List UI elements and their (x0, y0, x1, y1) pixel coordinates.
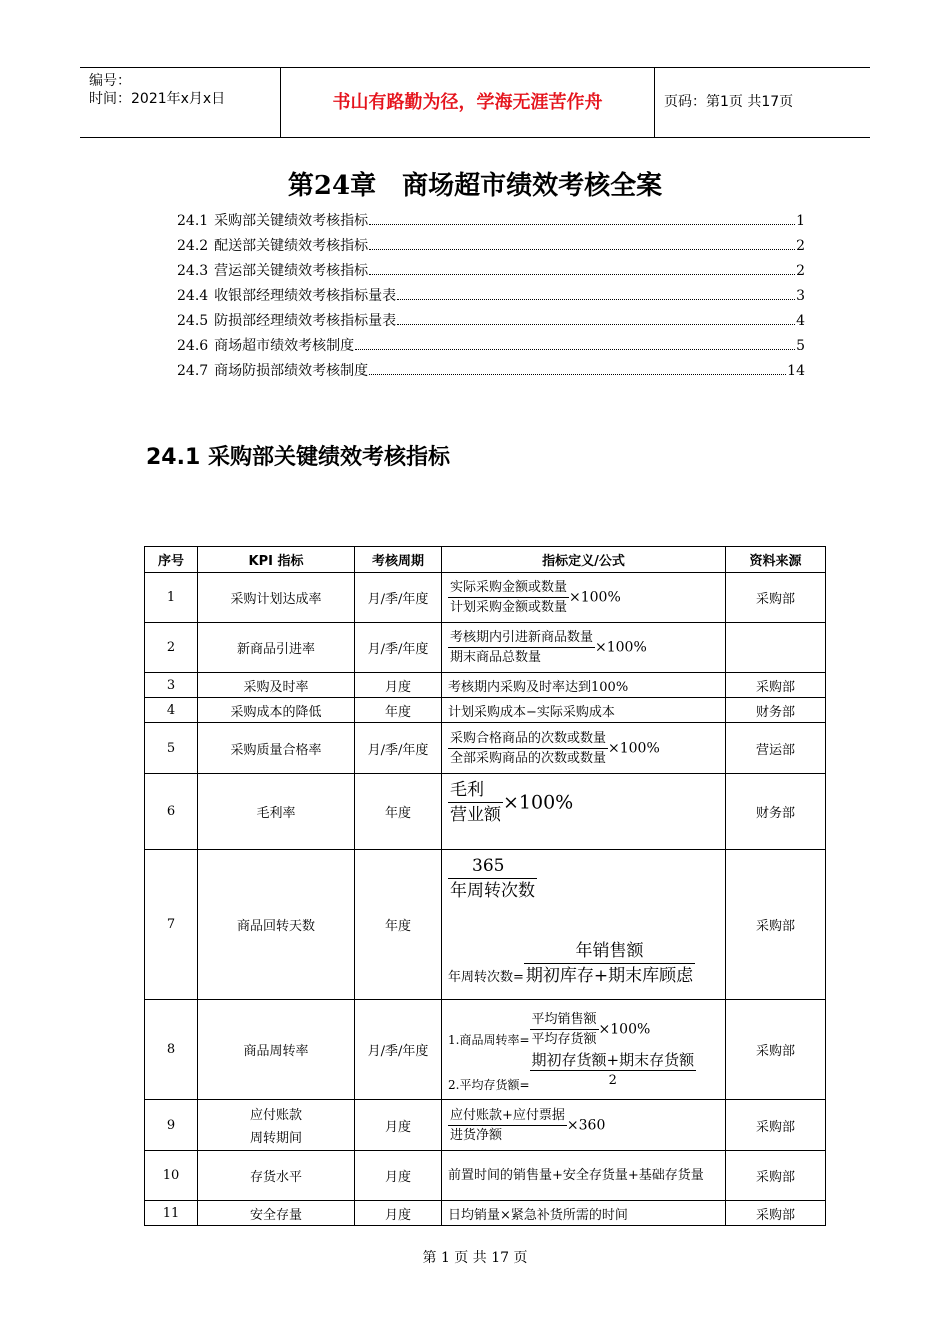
table-row (145, 573, 826, 623)
toc-leader (397, 299, 795, 300)
toc-item[interactable] (177, 260, 805, 285)
cell-formula (442, 623, 726, 673)
cell-source: 采购部 (726, 850, 826, 1000)
cell-kpi: 采购计划达成率 (198, 573, 355, 623)
toc-page: 2 (796, 238, 805, 254)
cell-cycle: 月/季/年度 (355, 723, 442, 774)
toc-item[interactable] (177, 235, 805, 260)
kpi-line: 周转期间 (249, 1131, 302, 1146)
toc-text: 收银部经理绩效考核指标量表 (214, 288, 397, 304)
table-header-row (145, 547, 826, 573)
toc-text: 采购部关键绩效考核指标 (214, 213, 369, 229)
denominator: 年周转次数 (450, 881, 535, 901)
formula-fraction (448, 854, 537, 903)
cell-cycle: 年度 (355, 850, 442, 1000)
cell-no: 7 (145, 850, 198, 1000)
cell-source: 财务部 (726, 698, 826, 723)
cell-source: 采购部 (726, 1000, 826, 1100)
table-row (145, 1151, 826, 1201)
cell-cycle: 月/季/年度 (355, 573, 442, 623)
table-of-contents (177, 210, 805, 385)
denominator: 进货净额 (450, 1127, 503, 1143)
header-meta (80, 68, 281, 137)
toc-number: 24.1 (177, 213, 209, 229)
cell-source: 采购部 (726, 1151, 826, 1201)
table-row (145, 1201, 826, 1226)
denominator: 2 (608, 1072, 617, 1088)
denominator: 期末商品总数量 (450, 650, 542, 665)
toc-leader (369, 274, 795, 275)
cell-no: 11 (145, 1201, 198, 1226)
formula-fraction (530, 1051, 697, 1090)
cell-kpi: 商品周转率 (198, 1000, 355, 1100)
toc-page: 5 (796, 338, 805, 354)
toc-page: 14 (787, 363, 805, 379)
header-motto: 书山有路勤为径，学海无涯苦作舟 (281, 68, 655, 137)
multiplier: ×100% (569, 589, 621, 606)
toc-leader (369, 224, 795, 225)
cell-formula (442, 1000, 726, 1100)
cell-cycle: 月度 (355, 673, 442, 698)
table-row (145, 673, 826, 698)
cell-definition: 考核期内采购及时率达到100% (442, 673, 726, 698)
numerator: 毛利 (448, 778, 503, 803)
table-row (145, 774, 826, 850)
formula-fraction (448, 578, 569, 617)
cell-kpi (198, 1100, 355, 1151)
cell-source: 采购部 (726, 673, 826, 698)
denominator: 营业额 (450, 805, 501, 825)
denominator: 期初库存+期末库顾虑 (525, 966, 694, 986)
formula-fraction (448, 1106, 567, 1145)
cell-formula (442, 774, 726, 850)
formula-fraction (524, 939, 695, 988)
formula-fraction (448, 628, 595, 667)
cell-cycle: 年度 (355, 698, 442, 723)
numerator: 期初存货额+期末存货额 (531, 1050, 695, 1069)
cell-cycle: 月度 (355, 1201, 442, 1226)
col-header: 序号 (145, 547, 198, 573)
table-row (145, 1100, 826, 1151)
cell-no: 2 (145, 623, 198, 673)
cell-no: 6 (145, 774, 198, 850)
toc-page: 4 (796, 313, 805, 329)
page-header (80, 67, 870, 138)
kpi-table (144, 546, 826, 1226)
numerator: 采购合格商品的次数或数量 (448, 729, 608, 749)
toc-number: 24.5 (177, 313, 209, 329)
numerator: 应付账款+应付票据 (448, 1106, 567, 1126)
cell-kpi: 采购成本的降低 (198, 698, 355, 723)
denominator: 平均存货额 (531, 1031, 597, 1047)
cell-source: 营运部 (726, 723, 826, 774)
numerator: 年销售额 (524, 939, 695, 964)
table-row (145, 850, 826, 1000)
formula-fraction (530, 1010, 599, 1049)
col-header: KPI 指标 (198, 547, 355, 573)
cell-no: 1 (145, 573, 198, 623)
toc-number: 24.6 (177, 338, 209, 354)
formula-fraction (448, 729, 608, 768)
cell-no: 5 (145, 723, 198, 774)
toc-leader (397, 324, 795, 325)
multiplier: ×100% (595, 639, 647, 656)
multiplier: ×100% (608, 740, 660, 756)
col-header: 考核周期 (355, 547, 442, 573)
denominator: 全部采购商品的次数或数量 (450, 750, 607, 766)
toc-item[interactable] (177, 335, 805, 360)
multiplier: ×100% (503, 791, 574, 814)
cell-cycle: 年度 (355, 774, 442, 850)
cell-formula (442, 723, 726, 774)
table-row (145, 1000, 826, 1100)
formula-fraction (448, 778, 503, 827)
chapter-title: 第24章 商场超市绩效考核全案 (287, 171, 663, 201)
toc-text: 配送部关键绩效考核指标 (214, 238, 369, 254)
toc-number: 24.7 (177, 363, 209, 379)
toc-text: 营运部关键绩效考核指标 (214, 263, 369, 279)
col-header: 指标定义/公式 (442, 547, 726, 573)
numerator: 365 (448, 854, 537, 879)
cell-kpi: 商品回转天数 (198, 850, 355, 1000)
cell-source: 财务部 (726, 774, 826, 850)
cell-definition: 计划采购成本−实际采购成本 (442, 698, 726, 723)
cell-definition: 前置时间的销售量+安全存货量+基础存货量 (442, 1151, 726, 1201)
multiplier: ×360 (566, 1117, 606, 1133)
cell-kpi: 毛利率 (198, 774, 355, 850)
toc-number: 24.4 (177, 288, 209, 304)
toc-item[interactable] (177, 310, 805, 335)
cell-cycle: 月度 (355, 1100, 442, 1151)
numerator: 考核期内引进新商品数量 (448, 628, 595, 648)
cell-formula (442, 573, 726, 623)
doc-time: 时间：2021年x月x日 (89, 91, 226, 107)
formula-prefix: 2.平均存货额= (448, 1077, 530, 1092)
toc-text: 商场防损部绩效考核制度 (214, 363, 369, 379)
toc-number: 24.3 (177, 263, 209, 279)
cell-cycle: 月/季/年度 (355, 623, 442, 673)
cell-source: 采购部 (726, 1100, 826, 1151)
multiplier: ×100% (598, 1021, 651, 1037)
toc-page: 3 (796, 288, 805, 304)
col-header: 资料来源 (726, 547, 826, 573)
formula-prefix: 年周转次数= (448, 970, 524, 985)
cell-source (726, 623, 826, 673)
cell-formula (442, 850, 726, 1000)
table-row (145, 623, 826, 673)
table-row (145, 698, 826, 723)
cell-kpi: 存货水平 (198, 1151, 355, 1201)
toc-number: 24.2 (177, 238, 209, 254)
toc-leader (369, 374, 786, 375)
cell-no: 9 (145, 1100, 198, 1151)
toc-item[interactable] (177, 360, 805, 385)
section-title: 24.1 采购部关键绩效考核指标 (146, 445, 450, 470)
formula-prefix: 1.商品周转率= (448, 1032, 530, 1047)
numerator: 平均销售额 (530, 1010, 599, 1030)
kpi-line: 应付账款 (249, 1108, 302, 1123)
cell-kpi: 采购及时率 (198, 673, 355, 698)
cell-source: 采购部 (726, 1201, 826, 1226)
cell-no: 3 (145, 673, 198, 698)
cell-no: 8 (145, 1000, 198, 1100)
toc-leader (369, 249, 795, 250)
cell-kpi: 安全存量 (198, 1201, 355, 1226)
toc-page: 1 (796, 213, 805, 229)
cell-definition: 日均销量×紧急补货所需的时间 (442, 1201, 726, 1226)
page-footer: 第 1 页 共 17 页 (422, 1250, 528, 1266)
cell-cycle: 月度 (355, 1151, 442, 1201)
cell-no: 4 (145, 698, 198, 723)
numerator: 实际采购金额或数量 (448, 578, 569, 598)
cell-cycle: 月/季/年度 (355, 1000, 442, 1100)
cell-kpi: 新商品引进率 (198, 623, 355, 673)
toc-item[interactable] (177, 285, 805, 310)
cell-kpi: 采购质量合格率 (198, 723, 355, 774)
header-page-info: 页码：第1页 共17页 (664, 94, 794, 110)
toc-item[interactable] (177, 210, 805, 235)
doc-number-label: 编号： (89, 73, 131, 89)
toc-leader (355, 349, 795, 350)
cell-no: 10 (145, 1151, 198, 1201)
cell-formula (442, 1100, 726, 1151)
cell-source: 采购部 (726, 573, 826, 623)
toc-page: 2 (796, 263, 805, 279)
toc-text: 防损部经理绩效考核指标量表 (214, 313, 397, 329)
denominator: 计划采购金额或数量 (450, 600, 568, 615)
table-row (145, 723, 826, 774)
toc-text: 商场超市绩效考核制度 (214, 338, 355, 354)
